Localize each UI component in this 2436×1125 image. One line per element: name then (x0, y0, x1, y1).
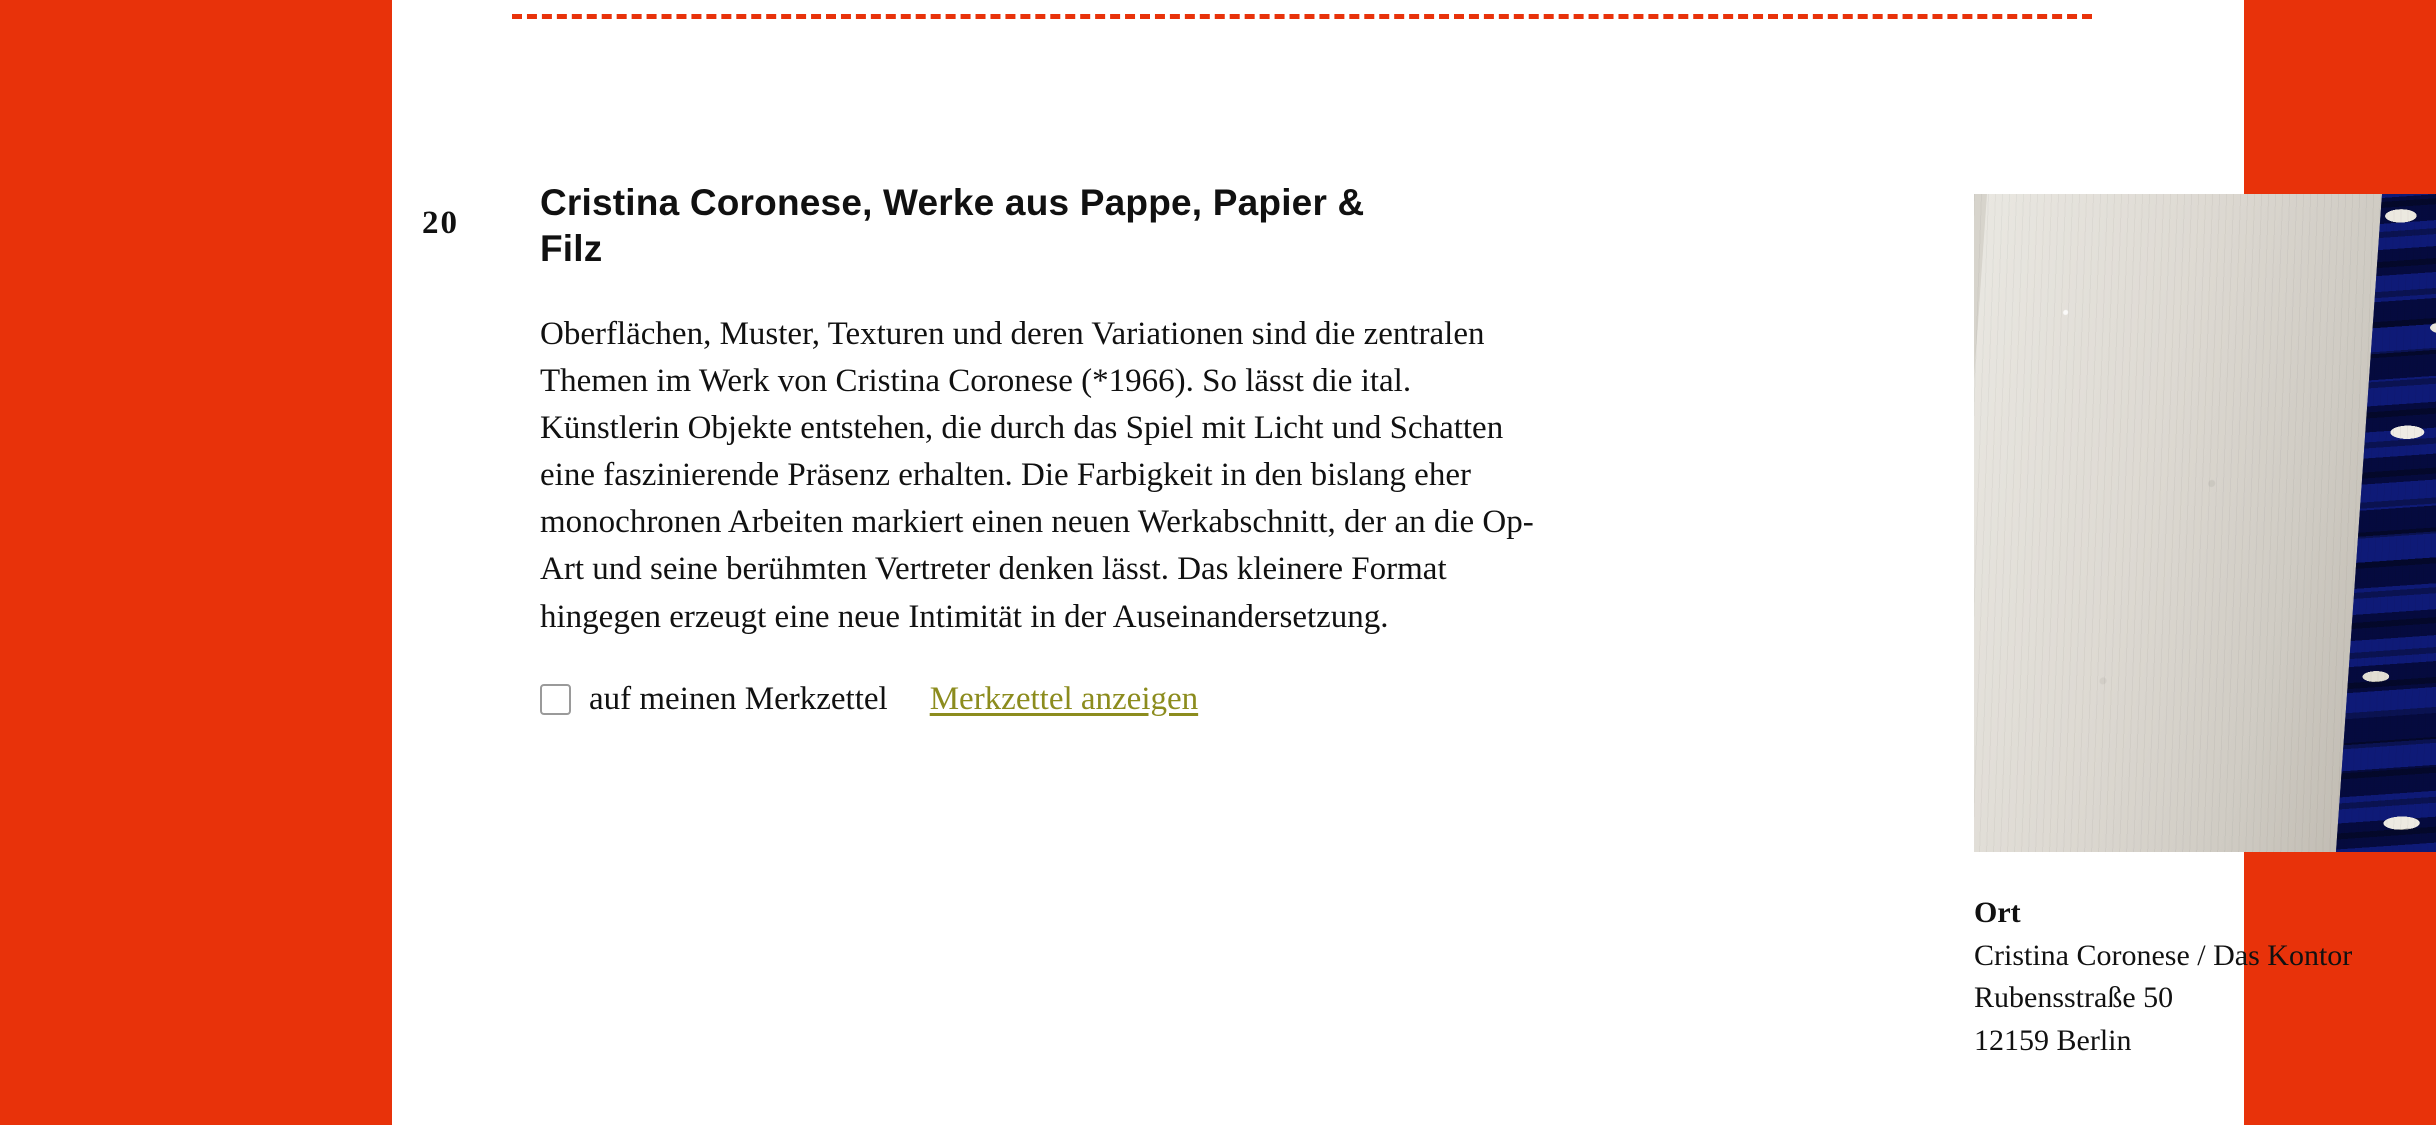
merkzettel-row (540, 681, 1540, 718)
entry-description: Oberflächen, Muster, Texturen und deren Variationen sind die zentralen Themen im Werk von Cristina Coronese (*1966). So lässt die ital. Künstlerin Objekte entstehen, die durch das Spiel mit Licht und Schatten eine faszinierende Präsenz erhalten. Die Farbigkeit in den bislang eher monochronen Arbeiten markiert einen neuen Werkabschnitt, der an die Op-Art und seine berühmten Vertreter denken lässt. Das kleinere Format hingegen erzeugt eine neue Intimität in der Auseinandersetzung. (540, 315, 1534, 635)
location-line-2: Rubensstraße 50 (1974, 981, 2174, 1015)
location-line-3: 12159 Berlin (1974, 1023, 2132, 1057)
entry-number: 20 (422, 205, 459, 241)
location-block (1974, 892, 2436, 1062)
merkzettel-checkbox-label: auf meinen Merkzettel (589, 680, 888, 717)
artwork-image (1974, 194, 2436, 852)
page-sheet (392, 0, 2353, 1125)
media-column (1974, 194, 2436, 1062)
location-heading: Ort (1974, 896, 2021, 929)
entry-title: Cristina Coronese, Werke aus Pappe, Papier & Filz (540, 182, 1365, 270)
merkzettel-checkbox-wrap[interactable] (540, 681, 888, 718)
merkzettel-anzeigen-link[interactable]: Merkzettel anzeigen (929, 680, 1199, 717)
dashed-divider (512, 14, 2092, 19)
location-line-1: Cristina Coronese / Das Kontor (1974, 938, 2353, 972)
artwork-texture-overlay (1974, 194, 2436, 852)
entry-body (540, 180, 1540, 718)
merkzettel-checkbox[interactable] (540, 684, 571, 715)
